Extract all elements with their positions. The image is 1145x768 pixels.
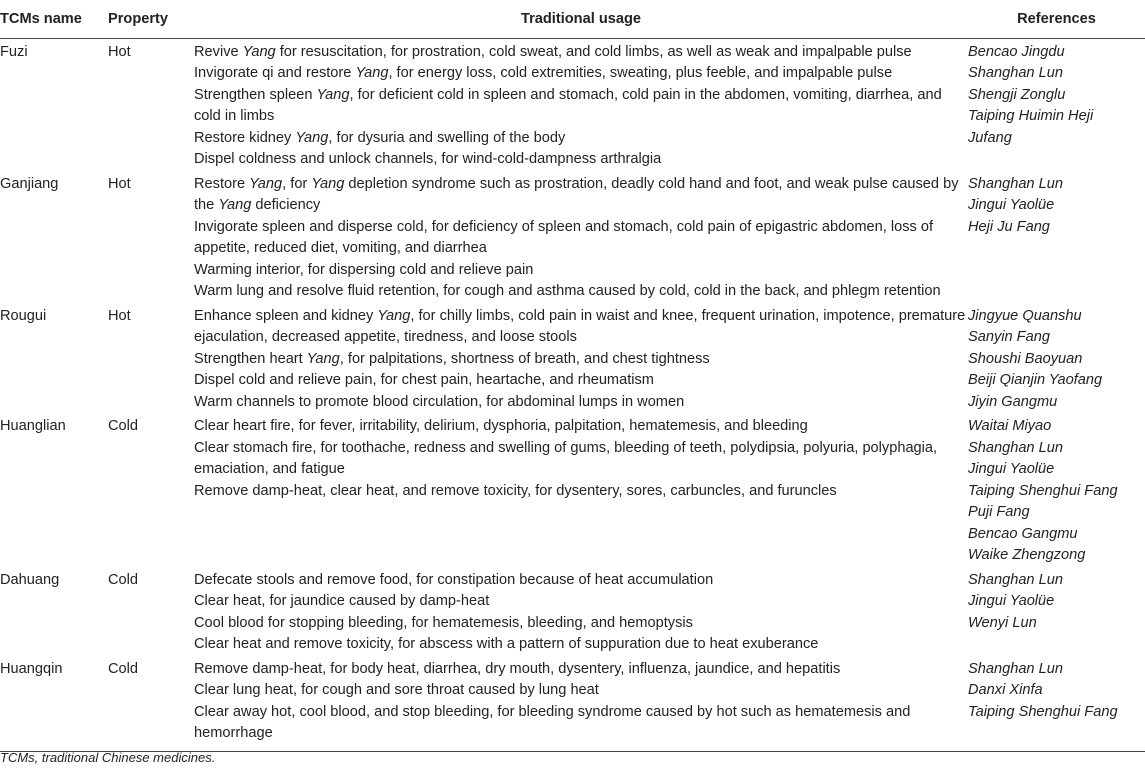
property-cell: Hot [108, 175, 131, 192]
reference-item: Waitai Miyao [968, 418, 1052, 434]
usage-text: Cool blood for stopping bleeding, for hematemesis, bleeding, and hemoptysis [194, 614, 693, 631]
reference-item: Bencao Gangmu [968, 525, 1078, 542]
usage-line [194, 174, 968, 217]
usage-text: , for dysuria and swelling of the body [328, 129, 566, 146]
usage-line [194, 659, 968, 681]
usage-line [194, 591, 968, 613]
table-header [0, 4, 1145, 38]
tcm-name-cell: Fuzi [0, 43, 28, 60]
usage-line [194, 306, 968, 349]
usage-line [194, 349, 968, 371]
reference-item: Bencao Jingdu [968, 43, 1065, 60]
references-cell [968, 656, 1145, 752]
usage-emphasis: Yang [295, 129, 329, 146]
usage-line [194, 702, 968, 745]
usage-emphasis: Yang [218, 197, 252, 213]
reference-item: Shanghan Lun [968, 65, 1063, 81]
usage-text: Invigorate qi and restore [194, 65, 356, 81]
usage-text: deficiency [251, 197, 321, 213]
usage-text: Revive [194, 43, 243, 60]
table-row [0, 38, 1145, 171]
reference-item: Jingyue Quanshu [968, 307, 1082, 324]
usage-cell [194, 303, 968, 414]
usage-line [194, 128, 968, 150]
usage-emphasis: Yang [249, 175, 283, 192]
usage-line [194, 680, 968, 702]
reference-item: Waike Zhengzong [968, 547, 1086, 563]
usage-text: Remove damp-heat, for body heat, diarrhea, dry mouth, dysentery, influenza, jaundice, and hepatitis [194, 660, 841, 677]
usage-emphasis: Yang [355, 65, 389, 81]
usage-line [194, 481, 968, 503]
tcm-name-cell: Huanglian [0, 418, 66, 434]
usage-text: Dispel cold and relieve pain, for chest pain, heartache, and rheumatism [194, 372, 654, 388]
header-traditional-usage: Traditional usage [194, 4, 968, 38]
usage-text: Strengthen heart [194, 350, 307, 367]
table-row [0, 171, 1145, 303]
reference-item: Shanghan Lun [968, 660, 1063, 677]
reference-item: Beiji Qianjin Yaofang [968, 372, 1103, 388]
usage-line [194, 392, 968, 414]
header-tcm-name: TCMs name [0, 4, 108, 38]
usage-line [194, 438, 968, 481]
usage-text: , for palpitations, shortness of breath, and chest tightness [339, 350, 710, 367]
usage-cell [194, 656, 968, 752]
tcm-name-cell: Ganjiang [0, 175, 59, 192]
table-row [0, 413, 1145, 567]
reference-item: Heji Ju Fang [968, 218, 1050, 235]
property-cell: Hot [108, 43, 131, 60]
table-row [0, 303, 1145, 414]
usage-line [194, 634, 968, 656]
usage-text: Defecate stools and remove food, for constipation because of heat accumulation [194, 571, 714, 588]
reference-item: Taiping Shenghui Fang [968, 703, 1118, 720]
reference-item: Shengji Zonglu [968, 86, 1066, 103]
usage-text: Clear away hot, cool blood, and stop bleeding, for bleeding syndrome caused by hot such as hematemesis and hemorrhage [194, 703, 911, 741]
reference-item: Taiping Huimin Heji [968, 108, 1094, 124]
table-row [0, 656, 1145, 752]
usage-cell [194, 413, 968, 567]
usage-text: Clear heat, for jaundice caused by damp-heat [194, 593, 490, 609]
usage-line [194, 42, 968, 64]
usage-text: , for [282, 175, 312, 192]
reference-item: Shanghan Lun [968, 571, 1063, 588]
usage-line [194, 85, 968, 128]
table-body [0, 38, 1145, 751]
usage-text: Clear lung heat, for cough and sore throat caused by lung heat [194, 682, 599, 698]
usage-emphasis: Yang [242, 43, 276, 60]
usage-text: , for energy loss, cold extremities, sweating, plus feeble, and impalpable pulse [388, 65, 893, 81]
reference-item: Jingui Yaolüe [968, 461, 1055, 477]
references-cell [968, 303, 1145, 414]
usage-text: , for chilly limbs, cold pain in waist and knee, frequent urination, impotence, premature ejaculation, decreased appetite, tiredness, and loose stools [194, 307, 966, 345]
usage-line [194, 570, 968, 592]
usage-emphasis: Yang [316, 86, 350, 103]
usage-cell [194, 171, 968, 303]
reference-item: Jingui Yaolüe [968, 593, 1055, 609]
tcm-name-cell: Dahuang [0, 571, 60, 588]
usage-text: Clear heat and remove toxicity, for abscess with a pattern of suppuration due to heat exuberance [194, 636, 819, 652]
usage-text: Warming interior, for dispersing cold and relieve pain [194, 261, 534, 278]
usage-cell [194, 38, 968, 171]
reference-item: Danxi Xinfa [968, 682, 1043, 698]
property-cell: Cold [108, 571, 139, 588]
header-property: Property [108, 4, 194, 38]
reference-item: Jiyin Gangmu [968, 393, 1058, 410]
usage-text: Remove damp-heat, clear heat, and remove toxicity, for dysentery, sores, carbuncles, and furuncles [194, 482, 837, 499]
usage-text: Clear heart fire, for fever, irritability, delirium, dysphoria, palpitation, hematemesis, and bleeding [194, 418, 808, 434]
usage-text: for resuscitation, for prostration, cold sweat, and cold limbs, as well as weak and impalpable pulse [275, 43, 912, 60]
reference-item: Shoushi Baoyuan [968, 350, 1083, 367]
usage-line [194, 416, 968, 438]
reference-item: Taiping Shenghui Fang [968, 482, 1118, 499]
usage-emphasis: Yang [377, 307, 411, 324]
usage-text: Dispel coldness and unlock channels, for wind-cold-dampness arthralgia [194, 151, 662, 167]
tcm-name-cell: Rougui [0, 307, 47, 324]
table-footnote: TCMs, traditional Chinese medicines. [0, 750, 216, 765]
usage-text: Restore kidney [194, 129, 296, 146]
reference-item: Shanghan Lun [968, 439, 1063, 456]
references-cell [968, 38, 1145, 171]
usage-line [194, 149, 968, 171]
references-cell [968, 171, 1145, 303]
references-cell [968, 567, 1145, 656]
usage-text: Invigorate spleen and disperse cold, for deficiency of spleen and stomach, cold pain of epigastric abdomen, loss of appetite, reduced diet, vomiting, and diarrhea [194, 218, 934, 256]
tcm-name-cell: Huangqin [0, 656, 108, 752]
property-cell: Hot [108, 307, 131, 324]
usage-text: Enhance spleen and kidney [194, 307, 378, 324]
usage-line [194, 613, 968, 635]
usage-text: Clear stomach fire, for toothache, redness and swelling of gums, bleeding of teeth, polydipsia, polyuria, polyphagia, emaciation, and fatigue [194, 439, 938, 477]
usage-line [194, 217, 968, 260]
usage-emphasis: Yang [306, 350, 340, 367]
header-references: References [968, 4, 1145, 38]
reference-item: Wenyi Lun [968, 614, 1037, 631]
usage-line [194, 281, 968, 303]
usage-line [194, 63, 968, 85]
property-cell: Cold [108, 418, 139, 434]
reference-item: Puji Fang [968, 504, 1030, 520]
usage-text: Restore [194, 175, 250, 192]
usage-line [194, 370, 968, 392]
usage-text: , for deficient cold in spleen and stomach, cold pain in the abdomen, vomiting, diarrhea, and cold in limbs [194, 86, 942, 124]
references-cell [968, 413, 1145, 567]
usage-text: Warm lung and resolve fluid retention, for cough and asthma caused by cold, cold in the back, and phlegm retention [194, 283, 941, 299]
tcm-table [0, 4, 1145, 752]
usage-text: Warm channels to promote blood circulation, for abdominal lumps in women [194, 393, 685, 410]
usage-line [194, 260, 968, 282]
usage-cell [194, 567, 968, 656]
reference-item: Jufang [968, 129, 1012, 146]
property-cell: Cold [108, 656, 194, 752]
table-row [0, 567, 1145, 656]
usage-text: depletion syndrome such as prostration, deadly cold hand and foot, and weak pulse caused by the [194, 175, 959, 213]
reference-item: Jingui Yaolüe [968, 197, 1055, 213]
usage-emphasis: Yang [311, 175, 345, 192]
reference-item: Shanghan Lun [968, 175, 1063, 192]
reference-item: Sanyin Fang [968, 329, 1050, 345]
usage-text: Strengthen spleen [194, 86, 317, 103]
